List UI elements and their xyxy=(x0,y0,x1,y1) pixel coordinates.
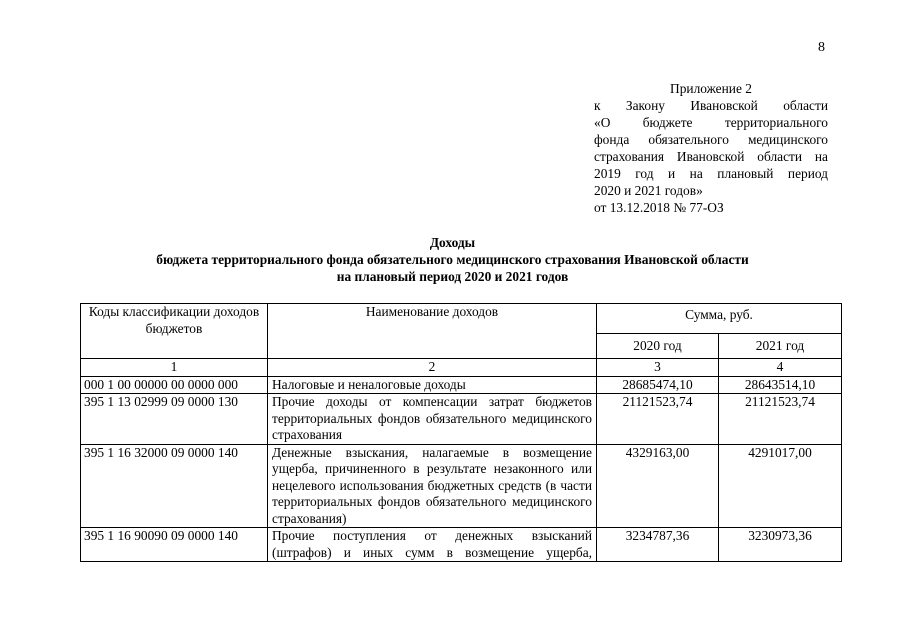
income-code: 395 1 16 90090 09 0000 140 xyxy=(81,528,268,562)
page-number: 8 xyxy=(818,40,825,55)
header-2021: 2021 год xyxy=(719,334,842,359)
appendix-law-line: «О бюджете территориального xyxy=(594,115,828,130)
income-name: Прочие доходы от компенсации затрат бюджетов территориальных фондов обязательного медицинского страхования xyxy=(268,394,597,445)
document-heading xyxy=(90,234,815,285)
heading-line-2: бюджета территориального фонда обязательного медицинского страхования Ивановской области xyxy=(156,252,749,267)
amount-2021: 21121523,74 xyxy=(719,394,842,445)
table-row xyxy=(81,444,842,528)
table-header-row xyxy=(81,304,842,334)
column-number: 1 xyxy=(81,359,268,377)
amount-2021: 28643514,10 xyxy=(719,376,842,394)
amount-2020: 28685474,10 xyxy=(597,376,719,394)
appendix-title: Приложение 2 xyxy=(670,81,752,96)
income-code: 395 1 16 32000 09 0000 140 xyxy=(81,444,268,528)
appendix-law-line: 2020 и 2021 годов» xyxy=(594,183,703,198)
table-row xyxy=(81,376,842,394)
column-number-row xyxy=(81,359,842,377)
table-row xyxy=(81,394,842,445)
appendix-block xyxy=(594,80,828,216)
income-table xyxy=(80,303,842,562)
heading-line-1: Доходы xyxy=(429,235,476,250)
amount-2021: 4291017,00 xyxy=(719,444,842,528)
header-name: Наименование доходов xyxy=(268,304,597,359)
column-number: 4 xyxy=(719,359,842,377)
column-number: 2 xyxy=(268,359,597,377)
income-name: Налоговые и неналоговые доходы xyxy=(268,376,597,394)
appendix-law-line: страхования Ивановской области на xyxy=(594,149,828,164)
amount-2020: 21121523,74 xyxy=(597,394,719,445)
table-row xyxy=(81,528,842,562)
header-sum: Сумма, руб. xyxy=(597,304,842,334)
amount-2020: 4329163,00 xyxy=(597,444,719,528)
income-name: Денежные взыскания, налагаемые в возмещение ущерба, причиненного в результате незаконного или нецелевого использования бюджетных средств (в части территориальных фондов обязательного медицинского страхования) xyxy=(268,444,597,528)
income-code: 000 1 00 00000 00 0000 000 xyxy=(81,376,268,394)
column-number: 3 xyxy=(597,359,719,377)
amount-2021: 3230973,36 xyxy=(719,528,842,562)
heading-line-3: на плановый период 2020 и 2021 годов xyxy=(336,269,569,284)
header-2020: 2020 год xyxy=(597,334,719,359)
appendix-law-date: от 13.12.2018 № 77-ОЗ xyxy=(594,200,724,215)
appendix-law-line: фонда обязательного медицинского xyxy=(594,132,828,147)
appendix-law-line: к Закону Ивановской области xyxy=(594,98,828,113)
income-name: Прочие поступления от денежных взысканий (штрафов) и иных сумм в возмещение ущерба, xyxy=(268,528,597,562)
appendix-law-line: 2019 год и на плановый период xyxy=(594,166,828,181)
income-code: 395 1 13 02999 09 0000 130 xyxy=(81,394,268,445)
amount-2020: 3234787,36 xyxy=(597,528,719,562)
header-codes: Коды классификации доходов бюджетов xyxy=(81,304,268,359)
